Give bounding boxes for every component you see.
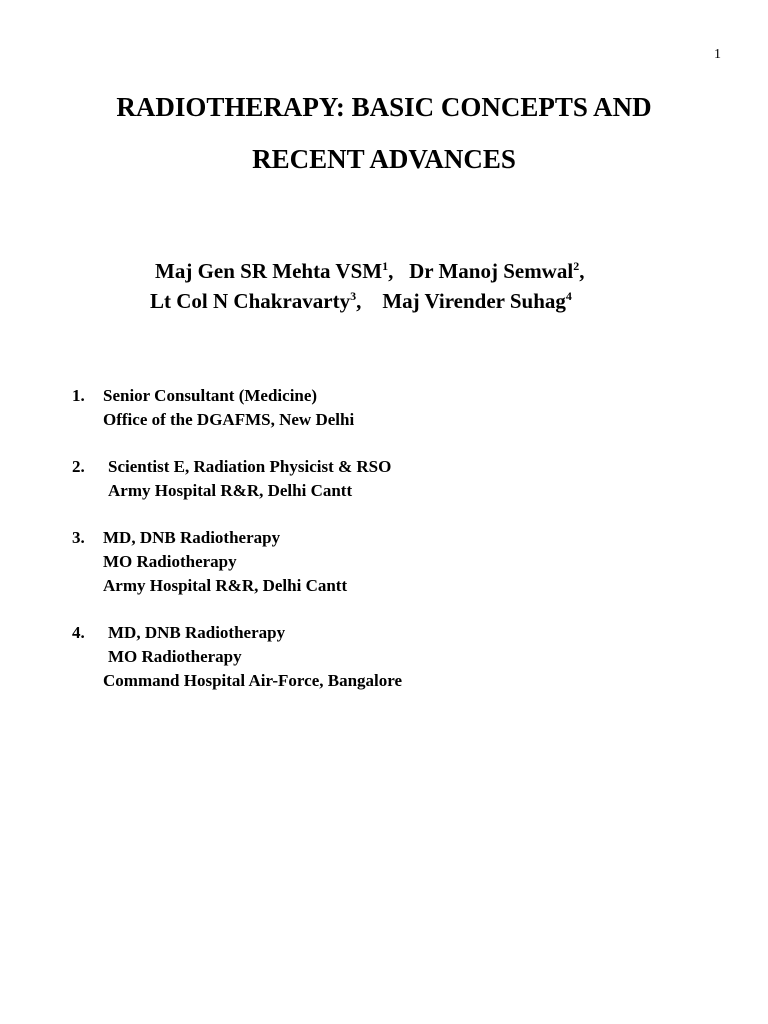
author: [409, 259, 579, 283]
affiliation-line: MD, DNB Radiotherapy: [108, 623, 286, 642]
author-line: Lt Col N Chakravarty$^3$, Maj Virender Suhag$^4$: [150, 289, 572, 313]
page-number: 1: [714, 47, 721, 62]
affiliation-number: 2.: [72, 457, 85, 476]
affiliation-line: MO Radiotherapy: [108, 647, 242, 666]
affiliation-number: 3.: [72, 528, 85, 547]
affiliation-line: Office of the DGAFMS, New Delhi: [103, 410, 355, 429]
author-affiliation-mark: 3: [350, 289, 357, 303]
affiliation-line: Scientist E, Radiation Physicist & RSO: [108, 457, 392, 476]
title-line-2: RECENT ADVANCES: [252, 144, 516, 174]
paper-title: [0, 82, 768, 184]
author-name: Dr Manoj Semwal: [409, 259, 574, 283]
affiliation-line: Command Hospital Air-Force, Bangalore: [103, 671, 403, 690]
affiliation-item: [0, 384, 768, 432]
affiliation-number: 1.: [72, 386, 85, 405]
affiliation-item: [0, 455, 768, 503]
affiliation-line: Army Hospital R&R, Delhi Cantt: [103, 576, 348, 595]
affiliation-item: [0, 621, 768, 693]
author-name: Maj Gen SR Mehta VSM: [155, 259, 383, 283]
author: [150, 289, 356, 313]
author-affiliation-mark: 4: [565, 289, 572, 303]
affiliation-line: MD, DNB Radiotherapy: [103, 528, 281, 547]
author: [155, 259, 388, 283]
author-affiliation-mark: 1: [382, 259, 389, 273]
author-list: [0, 256, 768, 316]
author-name: Maj Virender Suhag: [382, 289, 566, 313]
author-affiliation-mark: 2: [573, 259, 580, 273]
affiliation-line: MO Radiotherapy: [103, 552, 237, 571]
affiliation-item: [0, 526, 768, 598]
title-line-1: RADIOTHERAPY: BASIC CONCEPTS AND: [116, 92, 652, 122]
affiliation-number: 4.: [72, 623, 85, 642]
affiliation-line: Army Hospital R&R, Delhi Cantt: [108, 481, 353, 500]
author: [382, 289, 572, 313]
affiliation-list: [0, 384, 768, 716]
author-line: Maj Gen SR Mehta VSM$^1$, Dr Manoj Semwal$^2$,: [155, 259, 585, 283]
affiliation-line: Senior Consultant (Medicine): [103, 386, 318, 405]
author-name: Lt Col N Chakravarty: [150, 289, 351, 313]
